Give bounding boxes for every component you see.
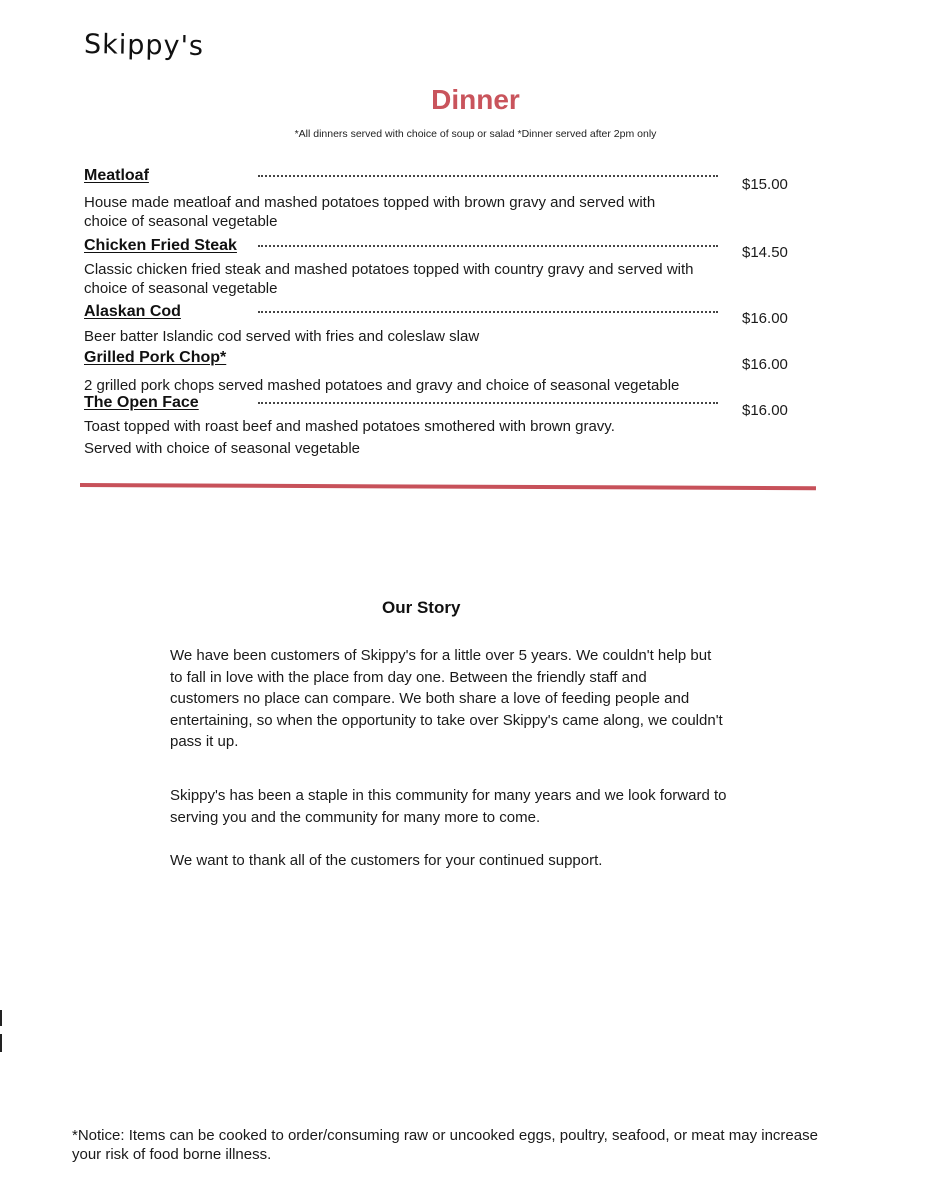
section-divider bbox=[80, 483, 816, 490]
item-price: $16.00 bbox=[742, 356, 788, 373]
story-heading: Our Story bbox=[382, 598, 461, 617]
item-name: Grilled Pork Chop* bbox=[84, 349, 227, 366]
menu-item-the-open-face bbox=[84, 393, 804, 460]
brand-name: Skippy's bbox=[83, 28, 205, 63]
item-description: Toast topped with roast beef and mashed potatoes smothered with brown gravy. Served with choice of seasonal vegetable bbox=[84, 418, 615, 457]
item-name: Meatloaf bbox=[84, 167, 149, 184]
menu-subtitle: *All dinners served with choice of soup or salad *Dinner served after 2pm only bbox=[294, 128, 657, 140]
item-description: 2 grilled pork chops served mashed potatoes and gravy and choice of seasonal vegetable bbox=[84, 377, 680, 394]
story-paragraph: We have been customers of Skippy's for a little over 5 years. We couldn't help but to fall in love with the place from day one. Between the friendly staff and customers no place can compare. We both share a love of feeding people and entertaining, so when the opportunity to take over Skippy's came along, we couldn't pass it up. bbox=[170, 647, 723, 750]
leader-dots bbox=[258, 245, 718, 247]
item-description: House made meatloaf and mashed potatoes topped with brown gravy and served with choice of seasonal vegetable bbox=[84, 194, 656, 230]
item-name: Chicken Fried Steak bbox=[84, 237, 237, 254]
item-price: $16.00 bbox=[742, 402, 788, 419]
item-description: Classic chicken fried steak and mashed potatoes topped with country gravy and served with choice of seasonal vegetable bbox=[84, 261, 694, 297]
leader-dots bbox=[258, 175, 718, 177]
item-price: $15.00 bbox=[742, 176, 788, 193]
item-name: Alaskan Cod bbox=[84, 303, 181, 320]
story-paragraph: Skippy's has been a staple in this community for many years and we look forward to serving you and the community for many more to come. bbox=[170, 787, 727, 826]
menu-item-chicken-fried-steak bbox=[84, 236, 804, 298]
food-safety-notice: *Notice: Items can be cooked to order/consuming raw or uncooked eggs, poultry, seafood, or meat may increase your risk of food borne illness. bbox=[72, 1127, 818, 1163]
item-description: Beer batter Islandic cod served with fries and coleslaw slaw bbox=[84, 328, 480, 345]
item-price: $14.50 bbox=[742, 244, 788, 261]
story-paragraph: We want to thank all of the customers for your continued support. bbox=[170, 852, 603, 869]
item-price: $16.00 bbox=[742, 310, 788, 327]
leader-dots bbox=[258, 311, 718, 313]
menu-item-meatloaf bbox=[84, 166, 804, 231]
menu-title: Dinner bbox=[431, 84, 520, 115]
menu-item-grilled-pork-chop bbox=[84, 348, 804, 395]
leader-dots bbox=[258, 402, 718, 404]
menu-item-alaskan-cod bbox=[84, 302, 804, 346]
item-name: The Open Face bbox=[84, 394, 199, 411]
scan-edge-mark bbox=[0, 1034, 2, 1052]
scan-edge-mark bbox=[0, 1010, 2, 1026]
